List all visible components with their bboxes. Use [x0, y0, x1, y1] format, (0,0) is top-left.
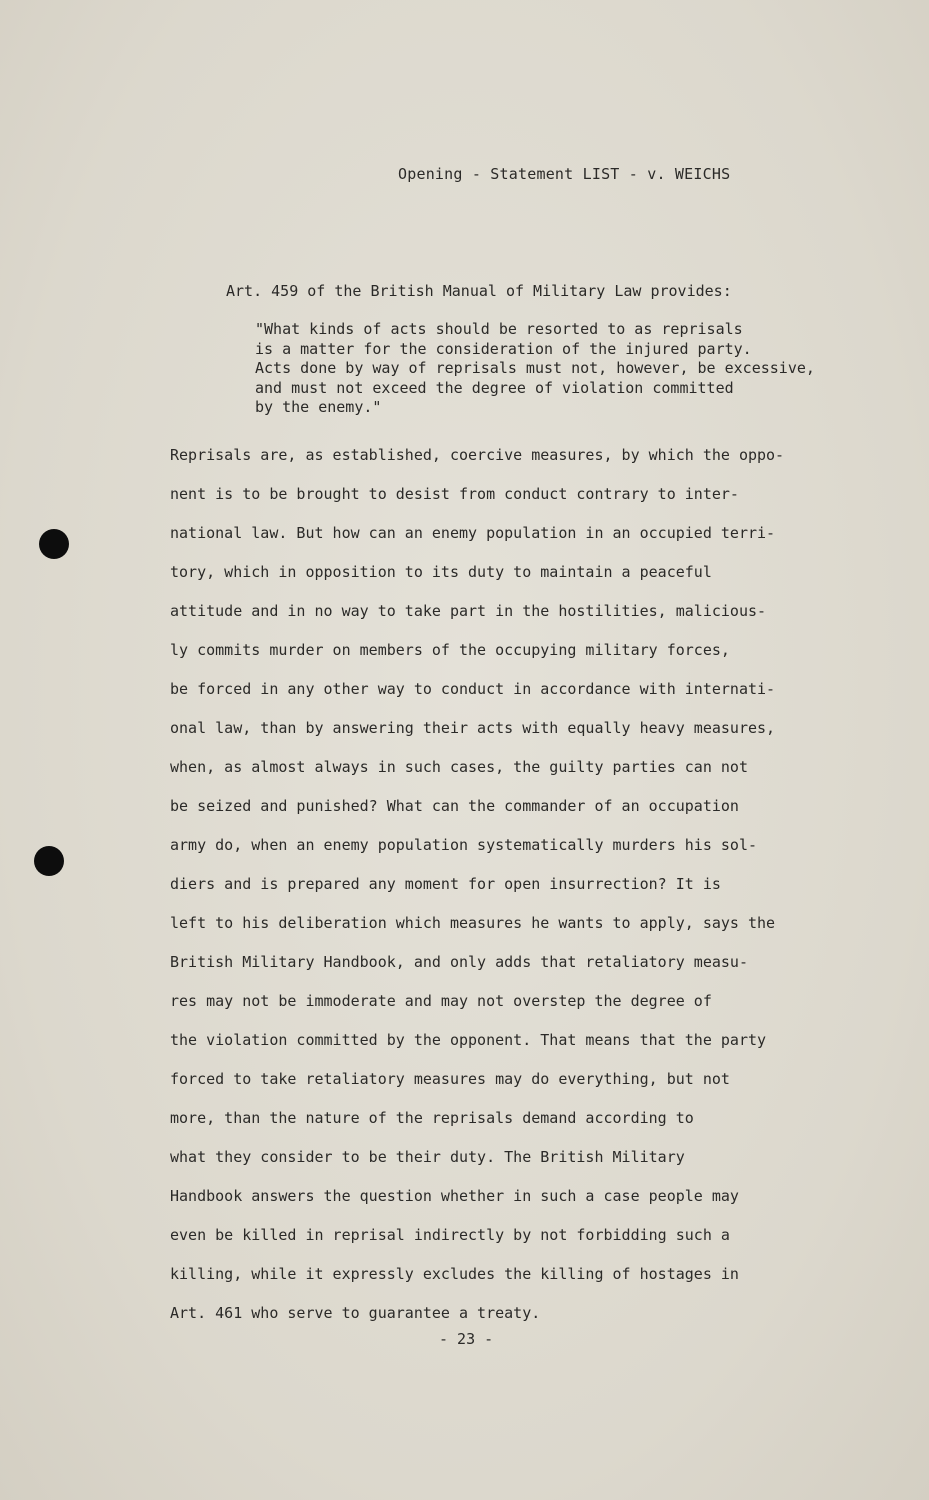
- body-line: what they consider to be their duty. The British Military: [170, 1148, 685, 1166]
- body-line: res may not be immoderate and may not overstep the degree of: [170, 992, 712, 1010]
- body-line: left to his deliberation which measures he wants to apply, says the: [170, 914, 776, 932]
- body-line: more, than the nature of the reprisals demand according to: [170, 1109, 694, 1127]
- body-line: even be killed in reprisal indirectly by not forbidding such a: [170, 1226, 730, 1244]
- body-line: national law. But how can an enemy population in an occupied terri-: [170, 524, 776, 542]
- body-line: attitude and in no way to take part in the hostilities, malicious-: [170, 602, 767, 620]
- body-line: killing, while it expressly excludes the killing of hostages in: [170, 1265, 739, 1283]
- body-line: army do, when an enemy population systematically murders his sol-: [170, 836, 757, 854]
- body-line: be seized and punished? What can the commander of an occupation: [170, 797, 739, 815]
- body-paragraph: [170, 436, 850, 1333]
- body-line: ly commits murder on members of the occupying military forces,: [170, 641, 730, 659]
- body-line: the violation committed by the opponent. That means that the party: [170, 1031, 767, 1049]
- body-line: onal law, than by answering their acts with equally heavy measures,: [170, 719, 776, 737]
- quote-line: is a matter for the consideration of the injured party.: [255, 339, 752, 358]
- block-quote: [255, 320, 855, 418]
- body-line: when, as almost always in such cases, the guilty parties can not: [170, 758, 748, 776]
- quote-line: by the enemy.": [255, 398, 382, 417]
- body-line: Handbook answers the question whether in such a case people may: [170, 1187, 739, 1205]
- page-header: Opening - Statement LIST - v. WEICHS: [398, 165, 731, 183]
- intro-line: Art. 459 of the British Manual of Military Law provides:: [226, 282, 732, 300]
- body-line: Art. 461 who serve to guarantee a treaty.: [170, 1304, 541, 1322]
- punch-hole: [39, 529, 69, 559]
- body-line: British Military Handbook, and only adds that retaliatory measu-: [170, 953, 748, 971]
- page-number: - 23 -: [439, 1330, 494, 1348]
- quote-line: "What kinds of acts should be resorted to as reprisals: [255, 320, 743, 338]
- body-line: forced to take retaliatory measures may do everything, but not: [170, 1070, 730, 1088]
- punch-hole: [34, 846, 64, 876]
- body-line: tory, which in opposition to its duty to maintain a peaceful: [170, 563, 712, 581]
- quote-line: Acts done by way of reprisals must not, however, be excessive,: [255, 359, 815, 378]
- body-line: diers and is prepared any moment for open insurrection? It is: [170, 875, 721, 893]
- body-line: be forced in any other way to conduct in accordance with internati-: [170, 680, 776, 698]
- body-line: nent is to be brought to desist from conduct contrary to inter-: [170, 485, 739, 503]
- body-line: Reprisals are, as established, coercive measures, by which the oppo-: [170, 446, 785, 464]
- quote-line: and must not exceed the degree of violation committed: [255, 378, 734, 397]
